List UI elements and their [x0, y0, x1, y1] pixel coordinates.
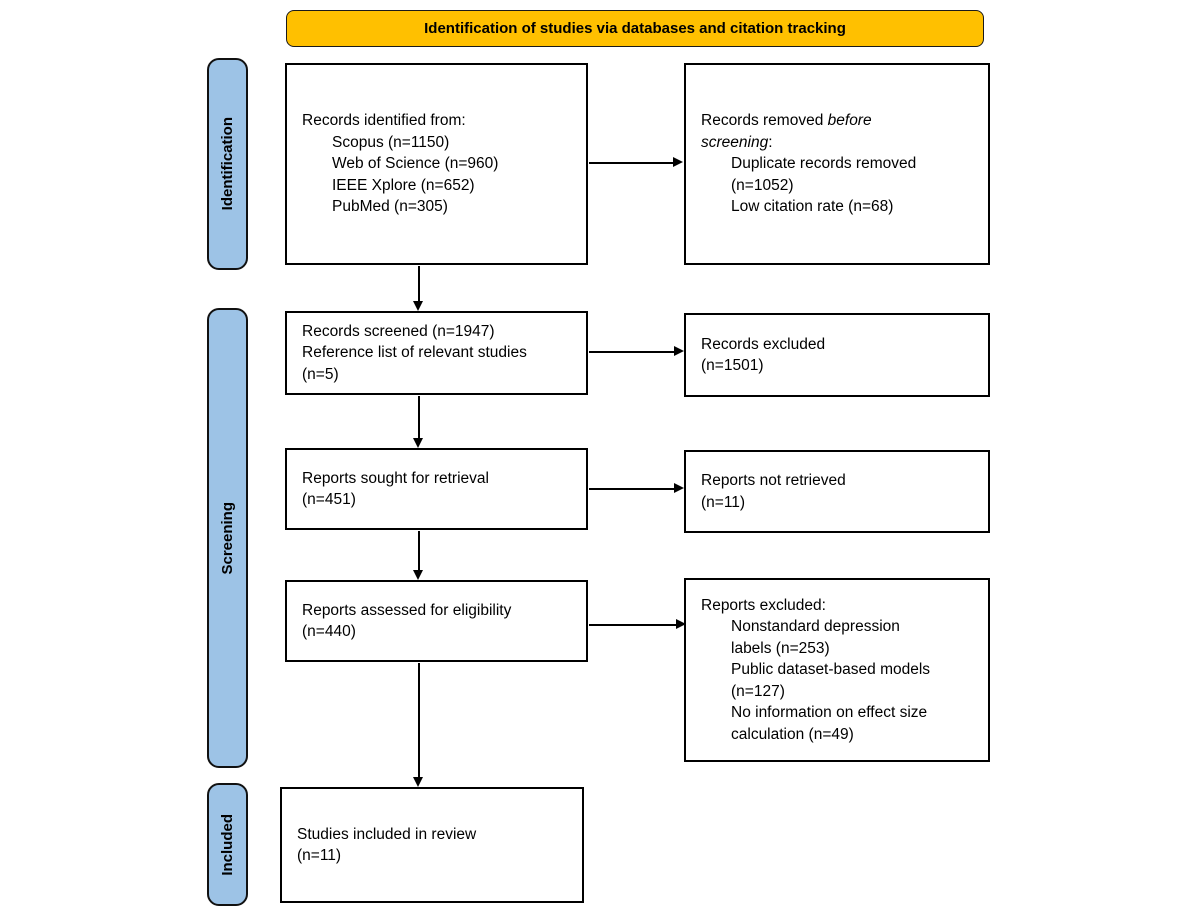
records-screened-line: Reference list of relevant studies	[302, 344, 527, 362]
arrow-head	[674, 346, 684, 356]
arrow-head	[413, 777, 423, 787]
records-removed-colon: :	[768, 133, 773, 151]
arrow-line	[589, 162, 673, 164]
stage-label-included	[207, 783, 248, 906]
reports-sought-line: (n=451)	[302, 491, 356, 508]
arrow-head	[673, 157, 683, 167]
reports-excluded-item: (n=127)	[731, 682, 785, 700]
records-removed-italic: before	[827, 112, 872, 130]
reports-excluded-item: Nonstandard depression	[731, 618, 900, 636]
arrow-head	[413, 570, 423, 580]
reports-excluded-item: No information on effect size	[731, 704, 928, 722]
arrow-line	[418, 266, 420, 301]
box-reports-assessed	[285, 580, 588, 662]
arrow-head	[413, 438, 423, 448]
arrow-line	[589, 351, 674, 353]
records-identified-item: IEEE Xplore (n=652)	[332, 176, 475, 194]
reports-assessed-line: Reports assessed for eligibility	[302, 601, 512, 619]
box-reports-sought	[285, 448, 588, 530]
stage-label-screening	[207, 308, 248, 768]
box-records-screened	[285, 311, 588, 395]
reports-sought-line: Reports sought for retrieval	[302, 469, 489, 487]
arrow-line	[589, 624, 676, 626]
reports-excluded-title: Reports excluded:	[701, 596, 826, 614]
stage-screening-text: Screening	[219, 501, 236, 575]
studies-included-line: (n=11)	[297, 847, 342, 864]
arrow-line	[418, 396, 420, 438]
studies-included-line: Studies included in review	[297, 825, 477, 843]
reports-excluded-item: Public dataset-based models	[731, 661, 931, 679]
stage-identification-text: Identification	[219, 117, 236, 211]
arrow-line	[418, 531, 420, 570]
records-screened-line: (n=5)	[302, 365, 339, 383]
records-identified-item: PubMed (n=305)	[332, 198, 448, 216]
reports-excluded-item: labels (n=253)	[731, 639, 830, 657]
reports-excluded-item: calculation (n=49)	[731, 725, 854, 743]
box-records-identified	[285, 63, 588, 265]
records-screened-line: Records screened (n=1947)	[302, 322, 495, 340]
records-identified-item: Web of Science (n=960)	[332, 155, 499, 173]
records-excluded-line: Records excluded	[701, 335, 826, 353]
reports-assessed-line: (n=440)	[302, 623, 356, 640]
records-removed-item: Duplicate records removed	[731, 155, 917, 173]
diagram-title-banner	[286, 10, 984, 47]
records-removed-item: Low citation rate (n=68)	[731, 198, 894, 216]
records-identified-title: Records identified from:	[302, 112, 466, 130]
reports-not-retrieved-line: (n=11)	[701, 493, 746, 511]
records-removed-title-line1	[701, 110, 980, 132]
records-removed-item: (n=1052)	[731, 176, 794, 194]
records-removed-italic: screening	[701, 133, 769, 151]
arrow-line	[589, 488, 674, 490]
diagram-title: Identification of studies via databases and citation tracking	[424, 20, 846, 37]
box-reports-excluded	[684, 578, 990, 762]
arrow-head	[674, 483, 684, 493]
records-identified-item: Scopus (n=1150)	[332, 133, 450, 151]
box-studies-included	[280, 787, 584, 903]
stage-label-identification	[207, 58, 248, 270]
arrow-line	[418, 663, 420, 777]
box-records-removed	[684, 63, 990, 265]
arrow-head	[676, 619, 686, 629]
records-excluded-line: (n=1501)	[701, 357, 764, 374]
box-reports-not-retrieved	[684, 450, 990, 533]
stage-included-text: Included	[219, 813, 236, 876]
records-removed-normal: Records removed	[701, 112, 828, 130]
records-removed-title-line2	[701, 132, 980, 154]
reports-not-retrieved-line: Reports not retrieved	[701, 472, 846, 489]
arrow-head	[413, 301, 423, 311]
box-records-excluded	[684, 313, 990, 397]
